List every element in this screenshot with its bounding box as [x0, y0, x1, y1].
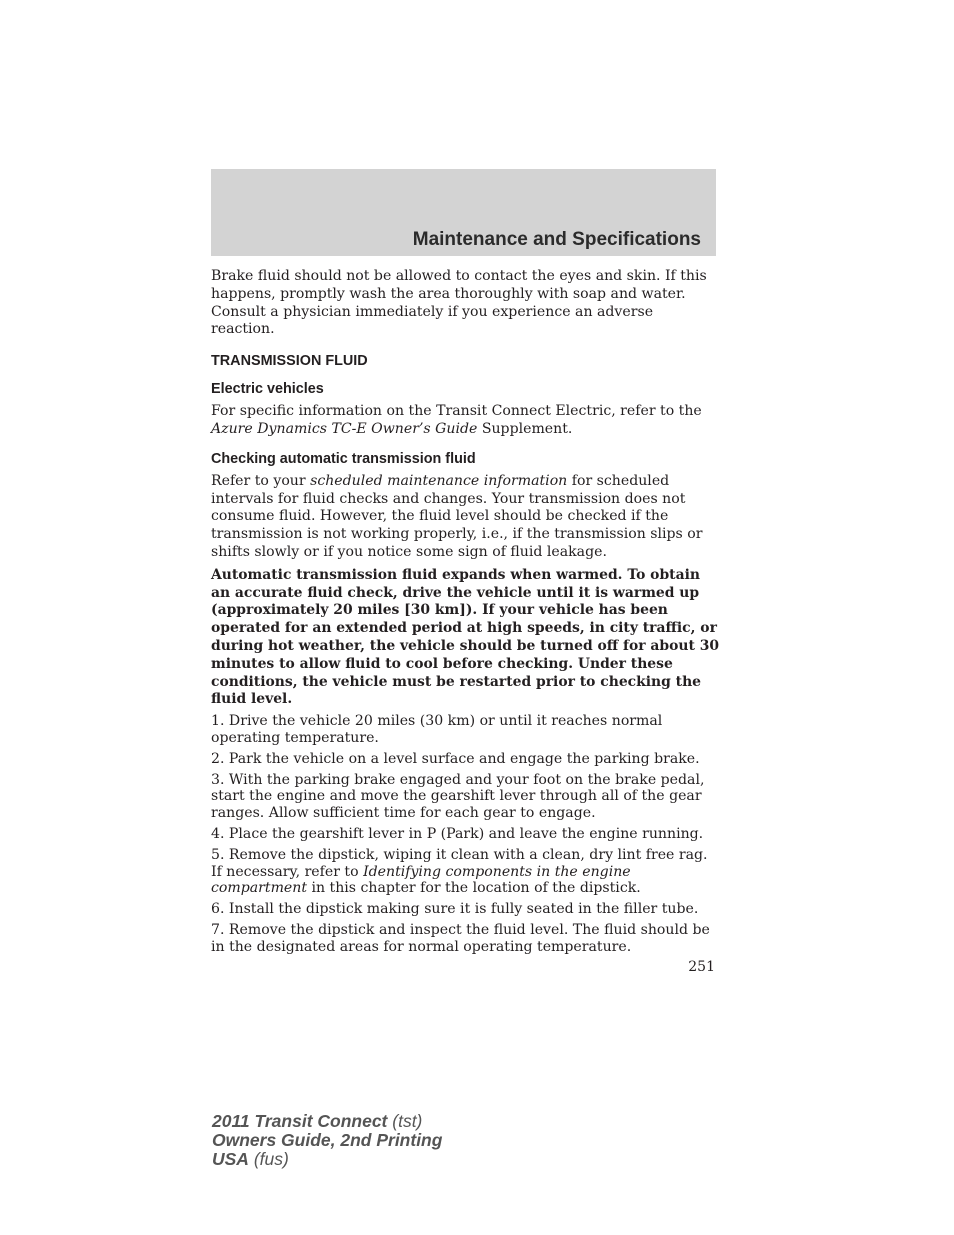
footer-line-3: USA (fus) — [212, 1149, 289, 1169]
brake-fluid-warning-text: Brake fluid should not be allowed to contact the eyes and skin. If this happens, promptly wash the area thoroughly with soap and water. Consult a physician immediately if you experience an adverse reaction. — [211, 268, 707, 338]
electric-vehicles-heading: Electric vehicles — [211, 381, 324, 398]
step-1: 1. Drive the vehicle 20 miles (30 km) or until it reaches normal operating temperature. — [211, 713, 663, 746]
checking-fluid-text: Refer to your scheduled maintenance information for scheduled intervals for fluid checks and changes. Your transmission does not consume fluid. However, the fluid level should be checked if the transmission is not working properly, i.e., if the transmission slips or shifts slowly or if you notice some sign of fluid leakage. — [211, 472, 703, 560]
step-4: 4. Place the gearshift lever in P (Park) and leave the engine running. — [211, 825, 704, 842]
footer-line-1: 2011 Transit Connect (tst) — [212, 1111, 423, 1131]
page-number: 251 — [688, 959, 715, 975]
section-title: Maintenance and Specifications — [412, 229, 701, 250]
step-6: 6. Install the dipstick making sure it is fully seated in the filler tube. — [211, 901, 699, 918]
checking-fluid-heading: Checking automatic transmission fluid — [211, 450, 476, 467]
transmission-fluid-heading: TRANSMISSION FLUID — [211, 353, 368, 370]
step-2: 2. Park the vehicle on a level surface and engage the parking brake. — [211, 750, 700, 767]
electric-vehicles-text: For specific information on the Transit Connect Electric, refer to the Azure Dynamics TC-E Owner’s Guide Supplement. — [211, 403, 702, 437]
fluid-expansion-warning: Automatic transmission fluid expands when warmed. To obtain an accurate fluid check, drive the vehicle until it is warmed up (approximately 20 miles [30 km]). If your vehicle has been operated for an extended period at high speeds, in city traffic, or during hot weather, the vehicle should be turned off for about 30 minutes to allow fluid to cool before checking. Under these conditions, the vehicle must be restarted prior to checking the fluid level. — [211, 566, 720, 708]
page-content — [211, 268, 721, 956]
step-7: 7. Remove the dipstick and inspect the fluid level. The fluid should be in the designated areas for normal operating temperature. — [211, 921, 710, 955]
step-3: 3. With the parking brake engaged and your foot on the brake pedal, start the engine and move the gearshift lever through all of the gear ranges. Allow sufficient time for each gear to engage. — [211, 771, 705, 822]
document-footer — [212, 1112, 442, 1169]
footer-line-2: Owners Guide, 2nd Printing — [212, 1130, 443, 1150]
section-header-band — [211, 169, 716, 256]
step-5: 5. Remove the dipstick, wiping it clean with a clean, dry lint free rag. If necessary, refer to Identifying components in the engine compartment in this chapter for the location of the dipstick. — [211, 846, 708, 897]
